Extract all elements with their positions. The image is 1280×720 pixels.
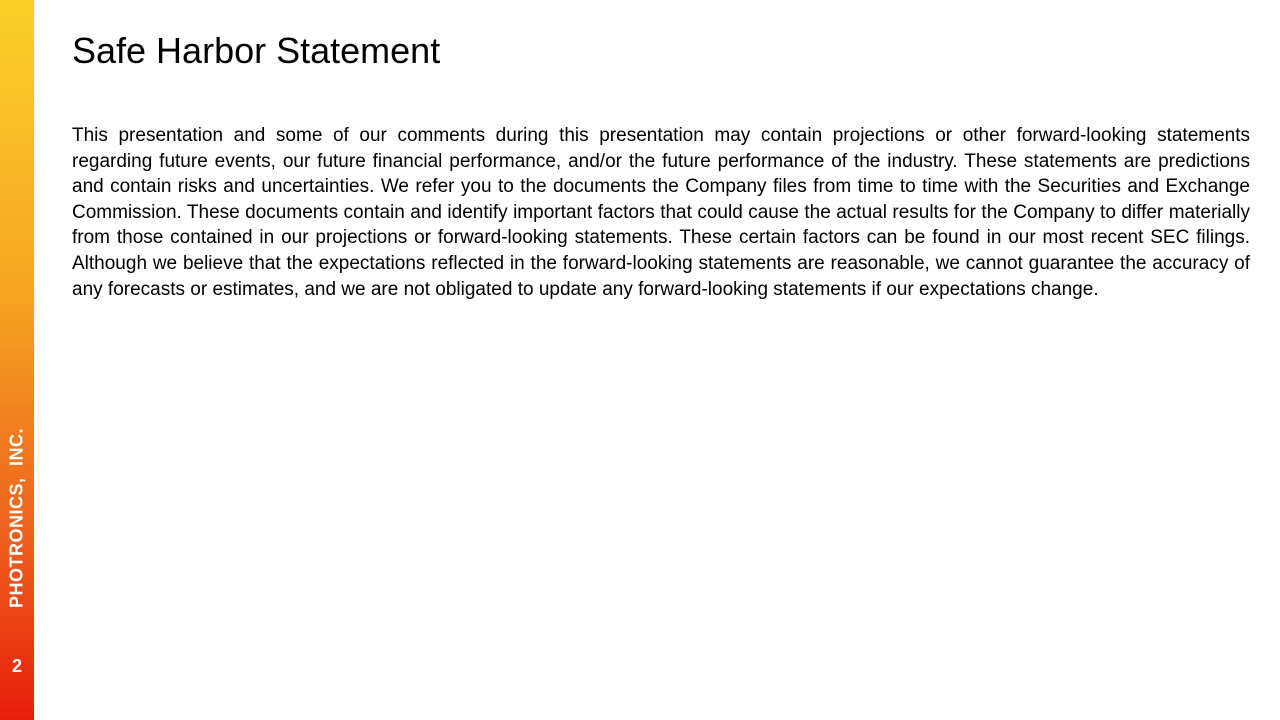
- safe-harbor-paragraph: This presentation and some of our comments during this presentation may contain projections or other forward-looking statements regarding future events, our future financial performance, and/or the future performance of the industry. These statements are predictions and contain risks and uncertainties. We refer you to the documents the Company files from time to time with the Securities and Exchange Commission. These documents contain and identify important factors that could cause the actual results for the Company to differ materially from those contained in our projections or forward-looking statements. These certain factors can be found in our most recent SEC filings. Although we believe that the expectations reflected in the forward-looking statements are reasonable, we cannot guarantee the accuracy of any forecasts or estimates, and we are not obligated to update any forward-looking statements if our expectations change.: [72, 125, 1250, 300]
- page-number: 2: [11, 656, 22, 676]
- slide-title: Safe Harbor Statement: [72, 30, 441, 71]
- brand-sidebar: [0, 0, 34, 720]
- brand-name: PHOTRONICS, INC.: [6, 427, 27, 609]
